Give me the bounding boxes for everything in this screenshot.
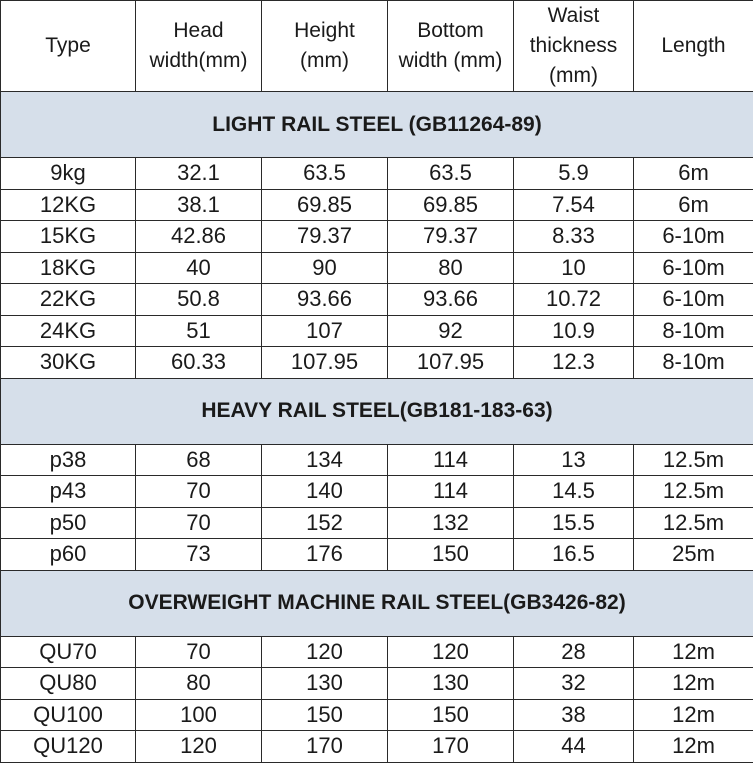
column-header-head-width [136, 1, 262, 92]
cell-type: QU80 [1, 668, 136, 700]
section-title: OVERWEIGHT MACHINE RAIL STEEL(GB3426-82) [1, 570, 753, 636]
cell-height: 90 [262, 252, 388, 284]
cell-length: 8-10m [634, 315, 753, 347]
cell-type: 18KG [1, 252, 136, 284]
cell-bottom-width: 150 [388, 699, 514, 731]
table-row [1, 507, 753, 539]
cell-type: p38 [1, 444, 136, 476]
table-row [1, 539, 753, 571]
table-row [1, 347, 753, 379]
cell-head-width: 120 [136, 731, 262, 763]
column-header-line: Length [661, 34, 726, 57]
cell-type: 9kg [1, 158, 136, 190]
cell-head-width: 70 [136, 476, 262, 508]
table-row [1, 221, 753, 253]
column-header-line: Head [173, 19, 224, 42]
cell-waist-thickness: 7.54 [514, 189, 634, 221]
cell-head-width: 70 [136, 507, 262, 539]
table-row [1, 315, 753, 347]
cell-type: 24KG [1, 315, 136, 347]
column-header-height [262, 1, 388, 92]
cell-waist-thickness: 8.33 [514, 221, 634, 253]
cell-length: 6m [634, 189, 753, 221]
cell-head-width: 73 [136, 539, 262, 571]
cell-waist-thickness: 14.5 [514, 476, 634, 508]
cell-length: 25m [634, 539, 753, 571]
cell-bottom-width: 130 [388, 668, 514, 700]
cell-type: p50 [1, 507, 136, 539]
cell-head-width: 42.86 [136, 221, 262, 253]
column-header-line: Bottom [417, 19, 484, 42]
cell-waist-thickness: 38 [514, 699, 634, 731]
cell-bottom-width: 132 [388, 507, 514, 539]
cell-type: QU70 [1, 636, 136, 668]
cell-height: 150 [262, 699, 388, 731]
cell-head-width: 50.8 [136, 284, 262, 316]
cell-length: 6-10m [634, 284, 753, 316]
table-row [1, 444, 753, 476]
cell-height: 63.5 [262, 158, 388, 190]
cell-head-width: 68 [136, 444, 262, 476]
column-header-line: Height [294, 19, 355, 42]
cell-type: 22KG [1, 284, 136, 316]
table-row [1, 284, 753, 316]
cell-bottom-width: 150 [388, 539, 514, 571]
header-row [1, 1, 753, 92]
column-header-line: (mm) [300, 49, 349, 72]
cell-type: 12KG [1, 189, 136, 221]
column-header-line: Waist [547, 4, 600, 27]
cell-type: QU100 [1, 699, 136, 731]
cell-length: 12.5m [634, 476, 753, 508]
cell-waist-thickness: 5.9 [514, 158, 634, 190]
cell-waist-thickness: 13 [514, 444, 634, 476]
table-row [1, 252, 753, 284]
column-header-line: Type [45, 34, 91, 57]
cell-length: 8-10m [634, 347, 753, 379]
cell-head-width: 80 [136, 668, 262, 700]
cell-head-width: 32.1 [136, 158, 262, 190]
section-header-row [1, 570, 753, 636]
cell-bottom-width: 120 [388, 636, 514, 668]
table-row [1, 731, 753, 763]
cell-bottom-width: 170 [388, 731, 514, 763]
cell-height: 176 [262, 539, 388, 571]
cell-bottom-width: 114 [388, 476, 514, 508]
column-header-line: width (mm) [398, 49, 503, 72]
cell-head-width: 38.1 [136, 189, 262, 221]
cell-bottom-width: 107.95 [388, 347, 514, 379]
cell-length: 12.5m [634, 507, 753, 539]
cell-bottom-width: 69.85 [388, 189, 514, 221]
cell-waist-thickness: 15.5 [514, 507, 634, 539]
cell-waist-thickness: 12.3 [514, 347, 634, 379]
cell-waist-thickness: 32 [514, 668, 634, 700]
cell-bottom-width: 92 [388, 315, 514, 347]
cell-bottom-width: 63.5 [388, 158, 514, 190]
section-header-row [1, 378, 753, 444]
cell-length: 12.5m [634, 444, 753, 476]
cell-length: 12m [634, 699, 753, 731]
cell-head-width: 40 [136, 252, 262, 284]
cell-length: 12m [634, 731, 753, 763]
cell-height: 134 [262, 444, 388, 476]
section-title: LIGHT RAIL STEEL (GB11264-89) [1, 92, 753, 158]
cell-waist-thickness: 44 [514, 731, 634, 763]
cell-length: 6-10m [634, 252, 753, 284]
cell-waist-thickness: 10.9 [514, 315, 634, 347]
section-header-row [1, 92, 753, 158]
column-header-bottom-width [388, 1, 514, 92]
cell-type: 30KG [1, 347, 136, 379]
cell-height: 79.37 [262, 221, 388, 253]
cell-height: 69.85 [262, 189, 388, 221]
cell-bottom-width: 80 [388, 252, 514, 284]
cell-head-width: 60.33 [136, 347, 262, 379]
cell-head-width: 51 [136, 315, 262, 347]
cell-length: 12m [634, 668, 753, 700]
cell-bottom-width: 114 [388, 444, 514, 476]
cell-type: p43 [1, 476, 136, 508]
table-row [1, 699, 753, 731]
cell-height: 107 [262, 315, 388, 347]
cell-height: 120 [262, 636, 388, 668]
cell-waist-thickness: 16.5 [514, 539, 634, 571]
cell-type: QU120 [1, 731, 136, 763]
column-header-waist-thickness [514, 1, 634, 92]
cell-height: 93.66 [262, 284, 388, 316]
column-header-line: thickness [529, 34, 618, 57]
column-header-type [1, 1, 136, 92]
table-row [1, 158, 753, 190]
column-header-line: (mm) [549, 64, 598, 87]
cell-waist-thickness: 10 [514, 252, 634, 284]
cell-bottom-width: 93.66 [388, 284, 514, 316]
cell-waist-thickness: 10.72 [514, 284, 634, 316]
column-header-length [634, 1, 753, 92]
cell-height: 130 [262, 668, 388, 700]
table-row [1, 476, 753, 508]
cell-head-width: 70 [136, 636, 262, 668]
cell-waist-thickness: 28 [514, 636, 634, 668]
section-title: HEAVY RAIL STEEL(GB181-183-63) [1, 378, 753, 444]
cell-height: 170 [262, 731, 388, 763]
cell-length: 12m [634, 636, 753, 668]
cell-height: 107.95 [262, 347, 388, 379]
cell-head-width: 100 [136, 699, 262, 731]
cell-type: p60 [1, 539, 136, 571]
cell-type: 15KG [1, 221, 136, 253]
table-row [1, 189, 753, 221]
cell-length: 6-10m [634, 221, 753, 253]
cell-height: 140 [262, 476, 388, 508]
column-header-line: width(mm) [149, 49, 248, 72]
cell-height: 152 [262, 507, 388, 539]
cell-length: 6m [634, 158, 753, 190]
cell-bottom-width: 79.37 [388, 221, 514, 253]
table-row [1, 636, 753, 668]
table-row [1, 668, 753, 700]
